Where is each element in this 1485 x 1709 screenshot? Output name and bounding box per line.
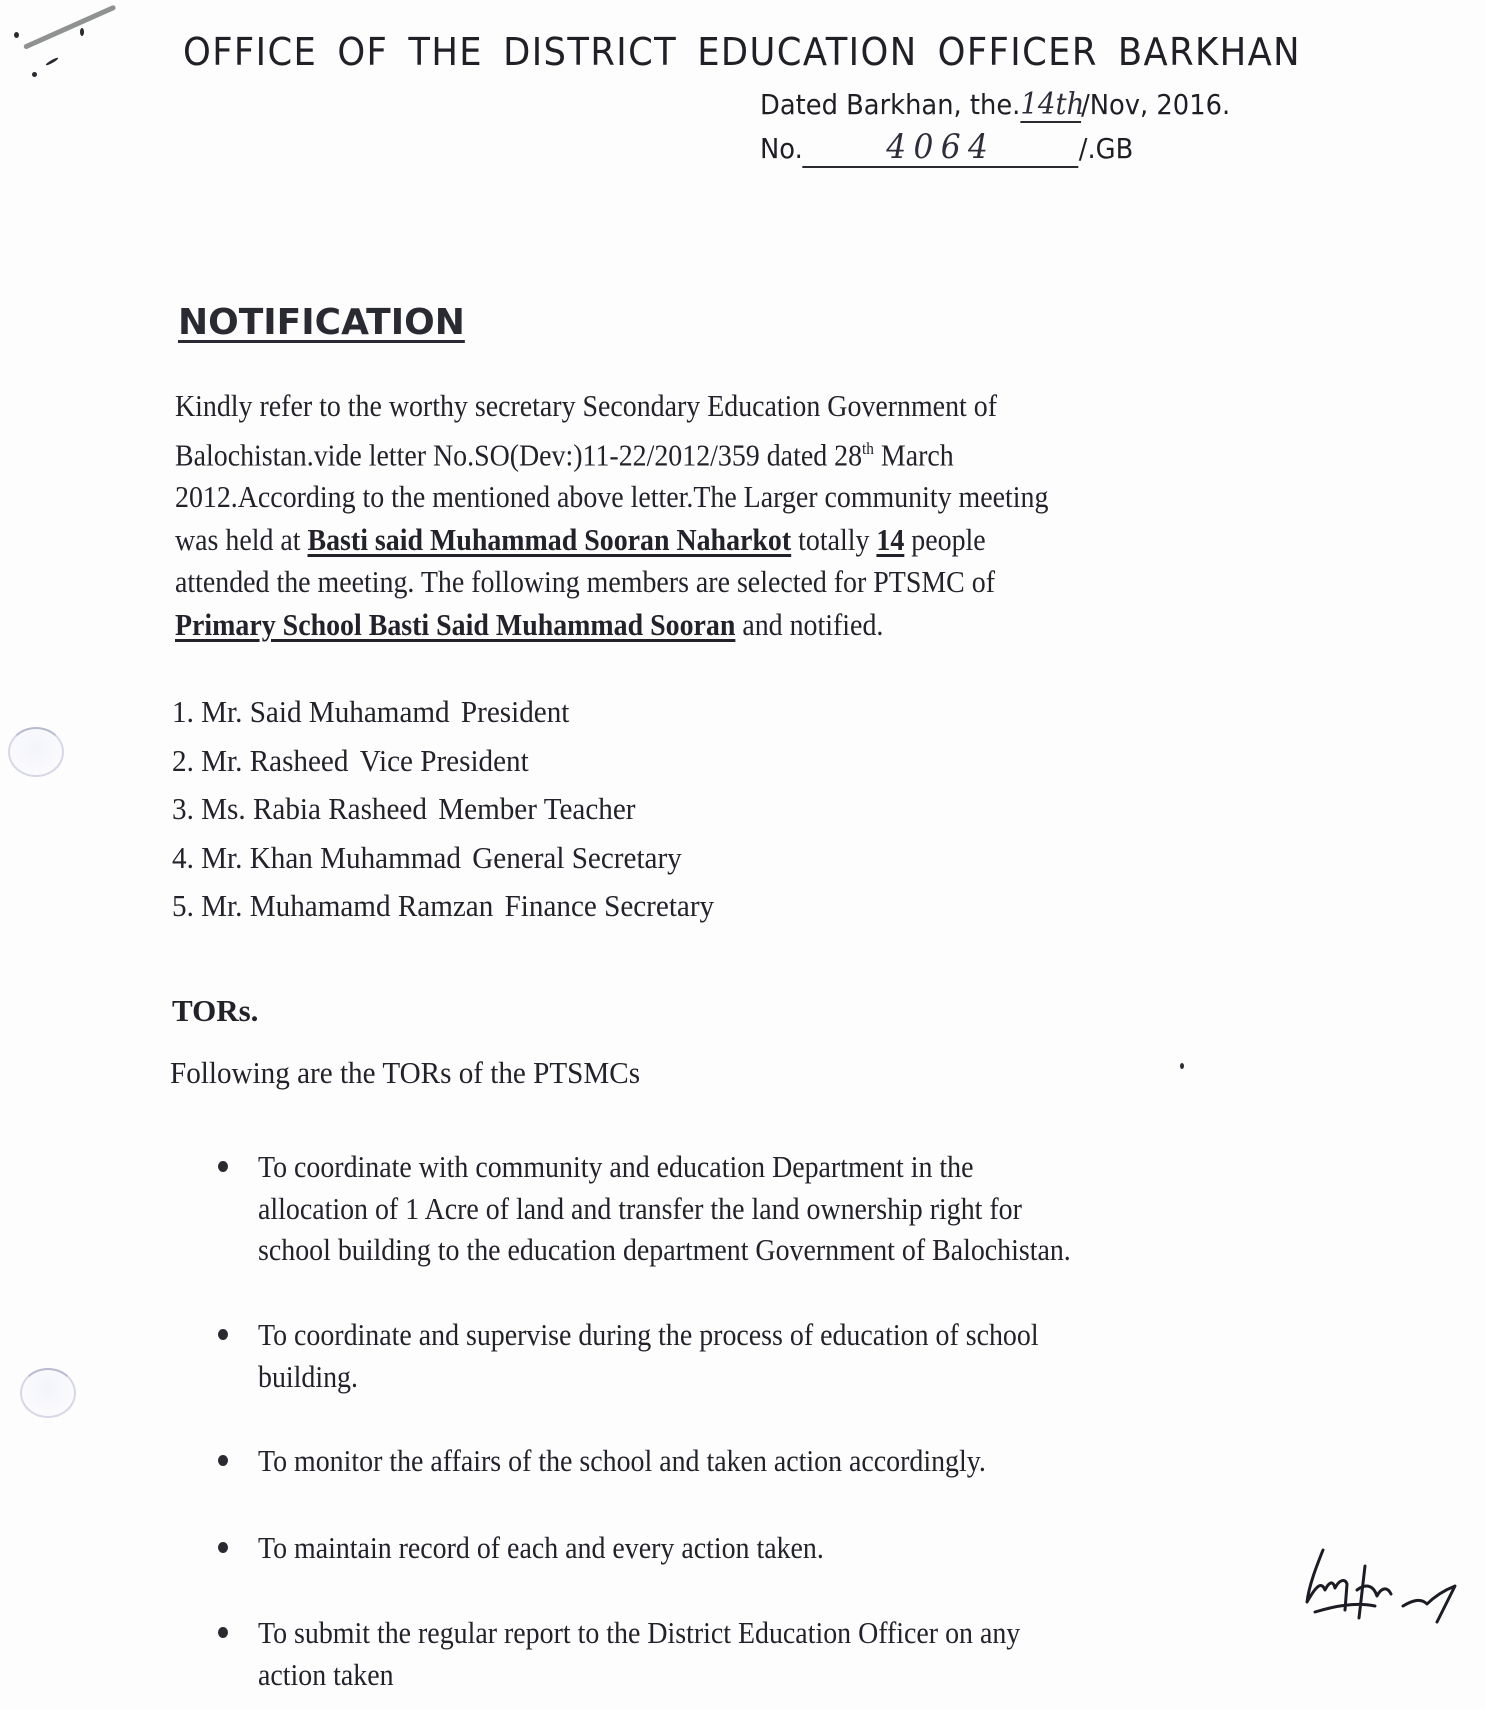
tor-item bbox=[210, 1146, 1360, 1271]
member-name: Mr. Rasheed bbox=[201, 742, 349, 778]
number-prefix: No. bbox=[760, 132, 803, 165]
bullet-icon bbox=[218, 1161, 228, 1172]
scan-speck bbox=[1180, 1063, 1184, 1069]
bullet-icon bbox=[218, 1455, 228, 1466]
member-role: Member Teacher bbox=[438, 791, 636, 826]
tor-line: To coordinate and supervise during the process of education of school bbox=[258, 1317, 1039, 1352]
para-line bbox=[175, 604, 1219, 647]
bullet-icon bbox=[218, 1329, 228, 1340]
member-item bbox=[172, 737, 714, 786]
para-line: Kindly refer to the worthy secretary Secondary Education Government of bbox=[175, 388, 997, 423]
member-item bbox=[172, 882, 714, 931]
para-text: Balochistan.vide letter No.SO(Dev:)11-22/2012/359 dated 28 bbox=[175, 436, 863, 472]
tor-line: allocation of 1 Acre of land and transfer the land ownership right for bbox=[258, 1190, 1022, 1226]
member-role: Finance Secretary bbox=[504, 888, 715, 923]
member-name: Mr. Said Muhamamd bbox=[201, 694, 450, 729]
para-text: was held at bbox=[175, 521, 308, 557]
ordinal-suffix: th bbox=[862, 438, 874, 458]
tor-item bbox=[210, 1527, 1360, 1569]
bullet-icon bbox=[218, 1542, 228, 1553]
para-text: totally bbox=[791, 521, 877, 557]
members-list bbox=[172, 688, 749, 931]
member-number: 5. bbox=[172, 888, 194, 923]
handwritten-signature-icon bbox=[1295, 1540, 1475, 1630]
notification-title: NOTIFICATION bbox=[178, 302, 465, 343]
number-suffix: /.GB bbox=[1078, 132, 1134, 165]
member-name: Mr. Muhamamd Ramzan bbox=[201, 888, 494, 923]
member-item bbox=[172, 688, 714, 737]
tors-intro: Following are the TORs of the PTSMCs bbox=[170, 1055, 641, 1090]
tor-item bbox=[210, 1612, 1360, 1695]
member-item bbox=[172, 785, 714, 834]
tor-line: To submit the regular report to the District Education Officer on any bbox=[258, 1615, 1021, 1650]
bullet-icon bbox=[218, 1627, 228, 1638]
number-handwritten: 4064 bbox=[803, 130, 1079, 168]
tor-line: school building to the education department Government of Balochistan. bbox=[258, 1232, 1071, 1267]
school-name: Primary School Basti Said Muhammad Sooran bbox=[175, 606, 736, 642]
scan-speck bbox=[80, 28, 84, 36]
meeting-place: Basti said Muhammad Sooran Naharkot bbox=[307, 521, 792, 557]
tor-line: building. bbox=[258, 1358, 358, 1394]
member-number: 4. bbox=[172, 839, 194, 875]
tor-line: To monitor the affairs of the school and taken action accordingly. bbox=[258, 1443, 986, 1478]
tor-line: action taken bbox=[258, 1656, 394, 1692]
member-number: 1. bbox=[172, 694, 194, 729]
para-line bbox=[175, 519, 1219, 562]
para-line: attended the meeting. The following members are selected for PTSMC of bbox=[175, 564, 995, 600]
staple-mark bbox=[23, 5, 116, 50]
member-name: Mr. Khan Muhammad bbox=[201, 839, 461, 875]
para-text: and notified. bbox=[735, 606, 884, 642]
hole-punch-mark bbox=[8, 727, 64, 777]
dated-prefix: Dated Barkhan, the. bbox=[760, 88, 1021, 121]
attendee-count: 14 bbox=[876, 521, 905, 557]
dated-day-handwritten: 14th bbox=[1020, 87, 1085, 122]
notification-paragraph bbox=[175, 385, 1335, 646]
member-role: Vice President bbox=[359, 742, 529, 778]
tor-item bbox=[210, 1440, 1360, 1482]
tor-item bbox=[210, 1314, 1360, 1397]
reference-number-line bbox=[760, 127, 1134, 168]
scan-speck bbox=[45, 57, 59, 67]
member-role: President bbox=[460, 694, 570, 729]
tor-line: To maintain record of each and every action taken. bbox=[258, 1530, 824, 1565]
tors-heading: TORs. bbox=[172, 993, 259, 1028]
member-number: 2. bbox=[172, 742, 194, 778]
hole-punch-mark bbox=[20, 1368, 76, 1418]
office-title: OFFICE OF THE DISTRICT EDUCATION OFFICER BARKHAN bbox=[183, 30, 1302, 74]
scan-speck bbox=[32, 72, 37, 77]
member-name: Ms. Rabia Rasheed bbox=[201, 791, 427, 826]
dated-suffix: /Nov, 2016. bbox=[1081, 88, 1231, 121]
member-item bbox=[172, 834, 714, 883]
para-text: people bbox=[904, 521, 986, 557]
tor-line: To coordinate with community and education Department in the bbox=[258, 1149, 974, 1184]
para-text: March bbox=[873, 436, 954, 472]
dated-line bbox=[760, 88, 1230, 123]
member-number: 3. bbox=[172, 791, 194, 826]
scan-speck bbox=[14, 32, 19, 38]
para-line: 2012.According to the mentioned above letter.The Larger community meeting bbox=[175, 479, 1049, 515]
para-line bbox=[175, 428, 1219, 477]
member-role: General Secretary bbox=[472, 839, 682, 875]
